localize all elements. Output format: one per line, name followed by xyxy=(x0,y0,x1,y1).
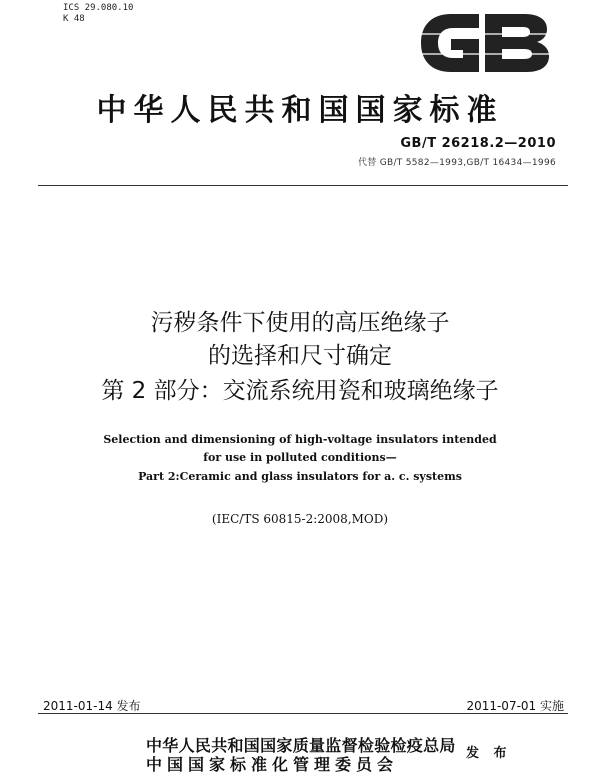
iec-reference: (IEC/TS 60815-2:2008,MOD) xyxy=(211,512,389,526)
publish-label: 发 布 xyxy=(466,746,512,761)
gb-logo xyxy=(413,10,553,76)
chinese-title-line-1: 污秽条件下使用的高压绝缘子 xyxy=(150,310,450,336)
implement-date: 2011-07-01 实施 xyxy=(466,699,564,713)
gb-logo-letter-b xyxy=(485,14,549,72)
issue-date: 2011-01-14 发布 xyxy=(43,699,141,713)
ccs-code: K 48 xyxy=(63,14,85,24)
standard-title: 中华人民共和国国家标准 xyxy=(96,93,504,128)
bottom-divider xyxy=(38,713,568,714)
chinese-title-line-2: 的选择和尺寸确定 xyxy=(208,343,392,369)
chinese-title-line-3: 第 2 部分：交流系统用瓷和玻璃绝缘子 xyxy=(101,378,499,404)
issuer-line-1: 中华人民共和国国家质量监督检验检疫总局 xyxy=(146,736,456,755)
replaces-note: 代替 GB/T 5582—1993,GB/T 16434—1996 xyxy=(357,158,556,168)
standard-number: GB/T 26218.2—2010 xyxy=(400,136,556,151)
classification-codes xyxy=(63,3,133,25)
ics-code: ICS 29.080.10 xyxy=(63,3,134,13)
issuer-line-2: 中国国家标准化管理委员会 xyxy=(146,755,399,774)
english-title-line-1: Selection and dimensioning of high-voltage insulators intended xyxy=(103,433,497,446)
top-divider xyxy=(38,185,568,186)
english-title-line-2: for use in polluted conditions— xyxy=(203,451,397,464)
gb-logo-letter-g xyxy=(421,14,479,72)
english-title-line-3: Part 2:Ceramic and glass insulators for a. c. systems xyxy=(138,470,462,483)
